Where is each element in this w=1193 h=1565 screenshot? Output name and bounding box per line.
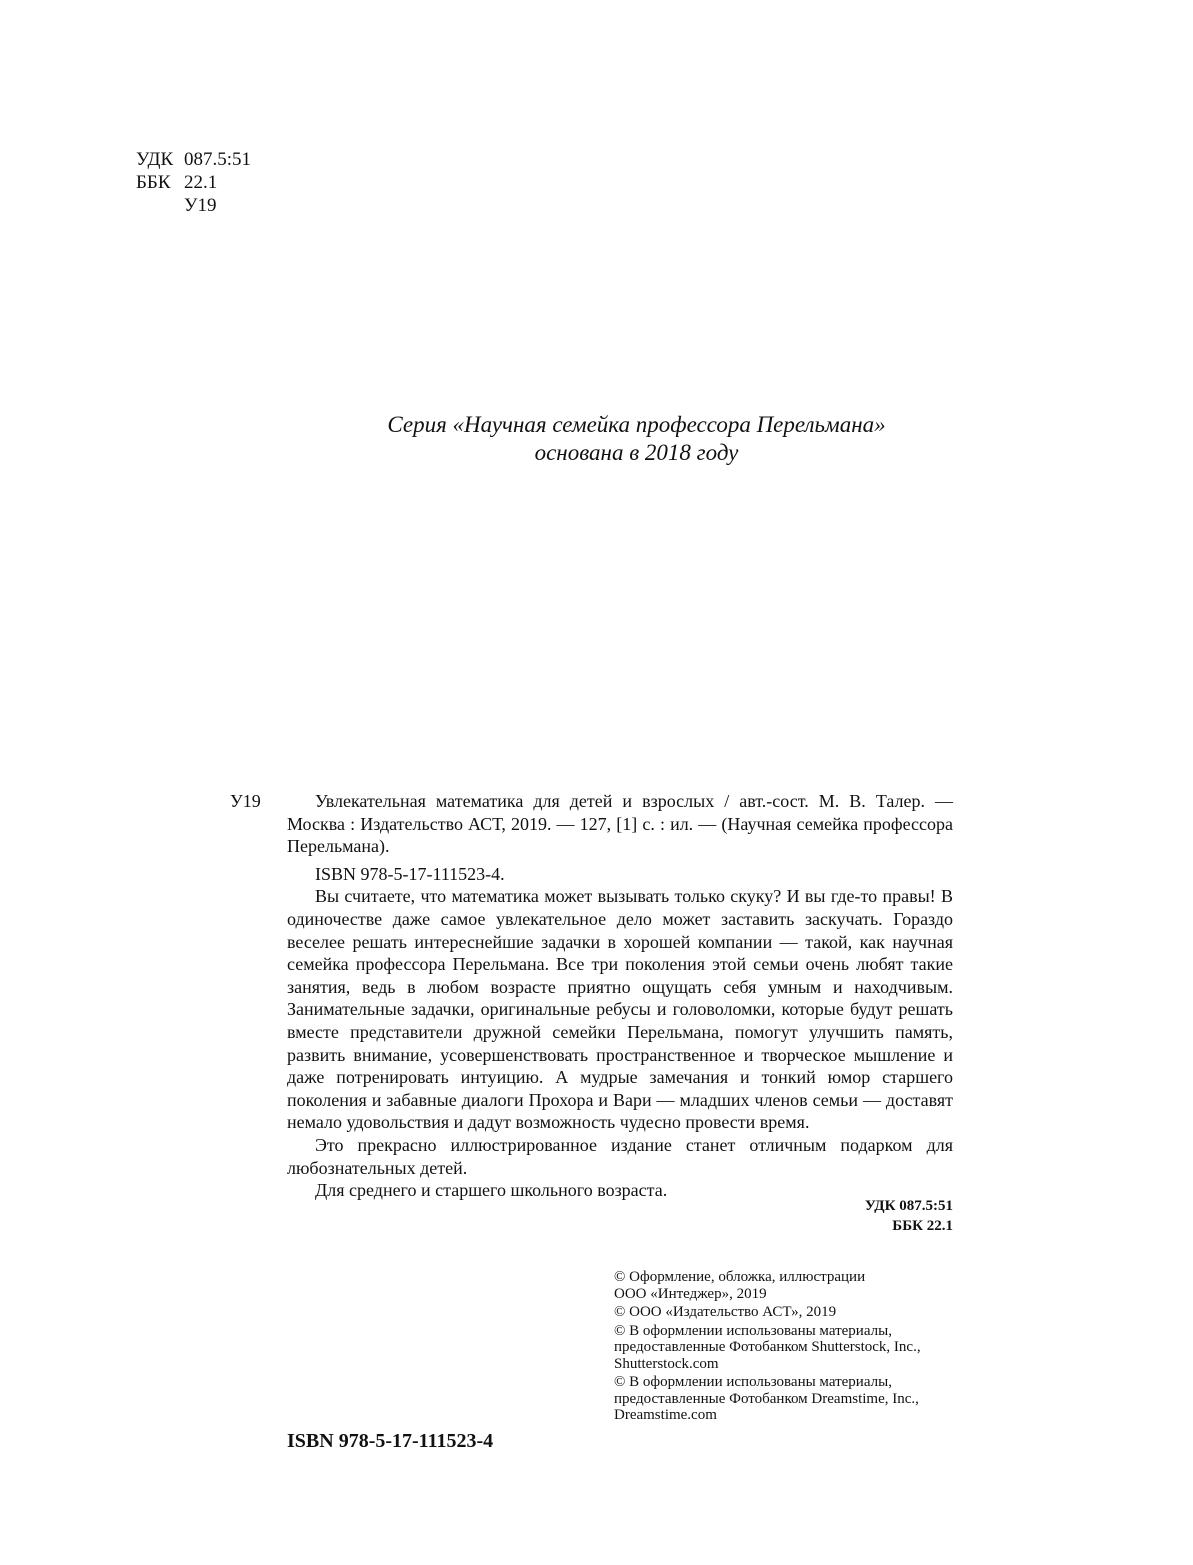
isbn-line: ISBN 978-5-17-111523-4.	[315, 863, 505, 884]
bibliographic-description: Увлекательная математика для детей и взрослых / авт.-сост. М. В. Талер. — Москва : Издательство АСТ, 2019. — 127, [1] с. : ил. — (Научная семейка профессора Перельмана).	[287, 791, 953, 857]
series-note	[0, 411, 1193, 467]
author-index: У19	[184, 195, 217, 216]
udk-label: УДК	[136, 149, 174, 170]
entry-author-index: У19	[230, 791, 261, 811]
copyright-dreamstime: © В оформлении использованы материалы, предоставленные Фотобанком Dreamstime, Inc., Dreamstime.com	[614, 1374, 919, 1423]
recommendation: Это прекрасно иллюстрированное издание станет отличным подарком для любознательных детей.	[287, 1134, 953, 1178]
isbn-bottom: ISBN 978-5-17-111523-4	[287, 1430, 494, 1452]
copyright-design: © Оформление, обложка, иллюстрации ООО «Интеджер», 2019	[614, 1269, 866, 1302]
udk-value: 087.5:51	[184, 149, 252, 170]
copyright-publisher: © ООО «Издательство АСТ», 2019	[614, 1304, 837, 1320]
bottom-classification-codes	[820, 1196, 953, 1236]
bottom-udk: УДК 087.5:51	[864, 1198, 953, 1214]
classification-codes	[136, 148, 251, 217]
copyright-block	[614, 1269, 959, 1426]
bbk-row	[136, 171, 251, 194]
bibliographic-entry	[287, 790, 953, 1202]
series-line-2: основана в 2018 году	[534, 440, 739, 465]
series-line-1: Серия «Научная семейка профессора Перельмана»	[387, 412, 886, 437]
copyright-shutterstock: © В оформлении использованы материалы, предоставленные Фотобанком Shutterstock, Inc., Shutterstock.com	[614, 1322, 921, 1372]
bbk-value: 22.1	[184, 172, 218, 193]
udk-row	[136, 148, 251, 171]
age-note: Для среднего и старшего школьного возраста.	[315, 1180, 668, 1201]
bottom-bbk: ББК 22.1	[892, 1218, 953, 1234]
annotation: Вы считаете, что математика может вызывать только скуку? И вы где-то правы! В одиночестве даже самое увлекательное дело может заставить заскучать. Гораздо веселее решать интереснейшие задачки в хорошей компании — такой, как научная семейка профессора Перельмана. Все три поколения этой семьи очень любят такие занятия, ведь в любом возрасте приятно ощущать себя умным и находчивым. Занимательные задачки, оригинальные ребусы и головоломки, которые будут решать вместе представители дружной семейки Перельмана, помогут улучшить память, развить внимание, усовершенствовать пространственное и творческое мышление и даже потренировать интуицию. А мудрые замечания и тонкий юмор старшего поколения и забавные диалоги Прохора и Вари — младших членов семьи — доставят немало удовольствия и дадут возможность чудесно провести время.	[287, 886, 953, 1133]
bbk-label: ББК	[136, 172, 171, 193]
